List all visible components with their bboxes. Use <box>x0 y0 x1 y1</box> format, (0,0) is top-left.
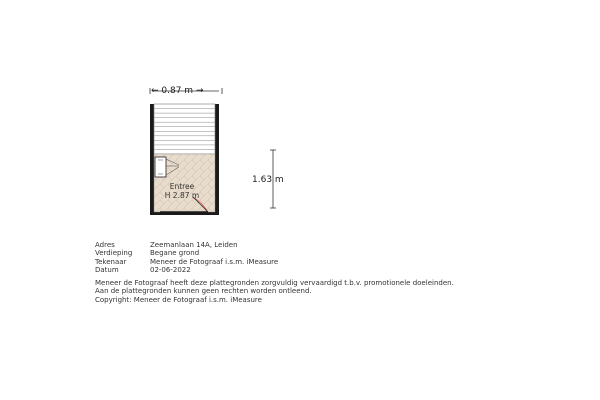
height-dimension-label: 1.63 m <box>252 175 284 185</box>
info-row-verdieping <box>95 249 278 257</box>
room-name: Entree <box>169 182 195 191</box>
info-value: 02-06-2022 <box>150 266 191 275</box>
room-height: H 2.87 m <box>164 191 200 200</box>
info-key: Datum <box>95 266 119 275</box>
info-row-datum <box>95 266 278 274</box>
info-value: Begane grond <box>150 249 200 258</box>
info-value: Zeemanlaan 14A, Leiden <box>150 241 238 249</box>
disclaimer-line-2: Aan de plattegronden kunnen geen rechten worden ontleend. <box>95 287 312 296</box>
info-table <box>95 241 278 275</box>
info-value: Meneer de Fotograaf i.s.m. iMeasure <box>150 257 279 266</box>
disclaimer-line-3: Copyright: Meneer de Fotograaf i.s.m. iMeasure <box>95 295 262 304</box>
info-key: Adres <box>95 241 115 249</box>
info-row-adres <box>95 241 278 249</box>
disclaimer <box>95 279 555 304</box>
info-row-tekenaar <box>95 258 278 266</box>
staircase <box>154 104 215 154</box>
width-value: 0.87 m <box>161 86 194 96</box>
disclaimer-line-1: Meneer de Fotograaf heeft deze plattegronden zorgvuldig vervaardigd t.b.v. promotionele doeleinden. <box>95 279 454 287</box>
info-key: Verdieping <box>95 249 133 258</box>
width-dimension-label: ← 0.87 m → <box>151 86 204 96</box>
info-key: Tekenaar <box>95 257 127 266</box>
room-label <box>152 182 212 200</box>
